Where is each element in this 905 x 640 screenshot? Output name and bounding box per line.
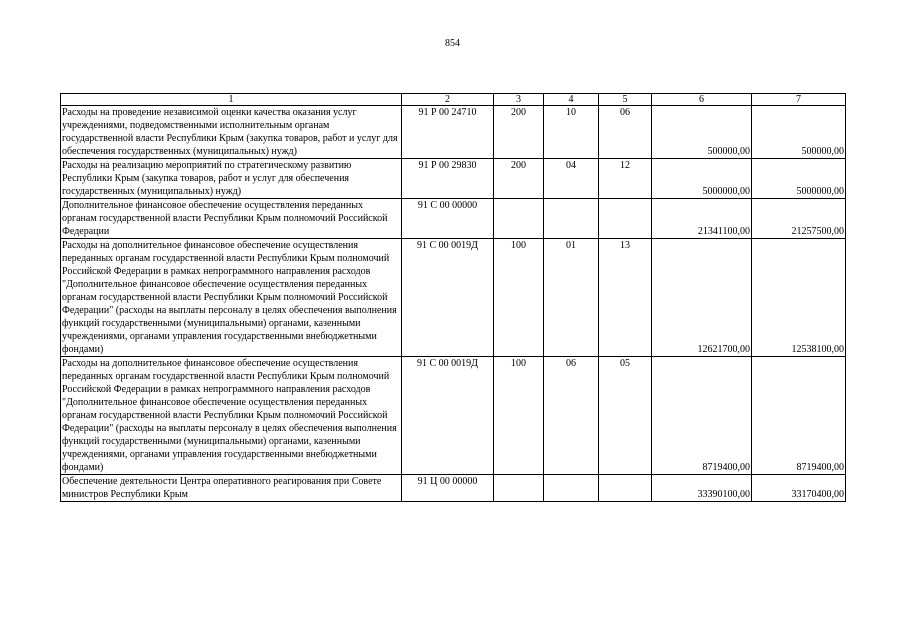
row-expense-type [494,475,544,502]
table-row [61,357,846,475]
table-row [61,239,846,357]
row-section [544,475,599,502]
header-cell-5: 5 [599,94,652,106]
row-subsection: 05 [599,357,652,475]
row-subsection: 13 [599,239,652,357]
row-description: Расходы на дополнительное финансовое обеспечение осуществления переданных органам государственной власти Республики Крым полномочий Российской Федерации в рамках непрограммного направления расходов "Дополнительное финансовое обеспечение осуществления переданных органам государственной власти Республики Крым полномочий Российской Федерации" (расходы на выплаты персоналу в целях обеспечения выполнения функций государственными (муниципальными) органами, казенными учреждениями, органами управления государственными внебюджетными фондами) [61,239,402,357]
row-code: 91 Ц 00 00000 [402,475,494,502]
row-amount-year-2: 8719400,00 [752,357,846,475]
row-expense-type: 200 [494,159,544,199]
row-amount-year-2: 12538100,00 [752,239,846,357]
row-section: 04 [544,159,599,199]
row-description: Расходы на проведение независимой оценки качества оказания услуг учреждениями, подведомственными исполнительным органам государственной власти Республики Крым (закупка товаров, работ и услуг для обеспечения государственных (муниципальных) нужд) [61,106,402,159]
row-code: 91 С 00 00000 [402,199,494,239]
row-amount-year-2: 500000,00 [752,106,846,159]
row-amount-year-2: 21257500,00 [752,199,846,239]
row-code: 91 Р 00 29830 [402,159,494,199]
row-description: Дополнительное финансовое обеспечение осуществления переданных органам государственной власти Республики Крым полномочий Российской Федерации [61,199,402,239]
row-section: 06 [544,357,599,475]
row-amount-year-1: 5000000,00 [652,159,752,199]
row-subsection: 06 [599,106,652,159]
row-expense-type: 200 [494,106,544,159]
row-subsection: 12 [599,159,652,199]
row-code: 91 С 00 0019Д [402,239,494,357]
row-code: 91 С 00 0019Д [402,357,494,475]
header-row [61,94,846,106]
row-amount-year-1: 500000,00 [652,106,752,159]
table-row [61,159,846,199]
header-cell-1: 1 [61,94,402,106]
header-cell-7: 7 [752,94,846,106]
row-amount-year-2: 33170400,00 [752,475,846,502]
table-row [61,199,846,239]
header-cell-2: 2 [402,94,494,106]
row-section: 01 [544,239,599,357]
row-subsection [599,475,652,502]
row-code: 91 Р 00 24710 [402,106,494,159]
row-description: Расходы на дополнительное финансовое обеспечение осуществления переданных органам государственной власти Республики Крым полномочий Российской Федерации в рамках непрограммного направления расходов "Дополнительное финансовое обеспечение осуществления переданных органам государственной власти Республики Крым полномочий Российской Федерации" (расходы на выплаты персоналу в целях обеспечения выполнения функций государственными (муниципальными) органами, казенными учреждениями, органами управления государственными внебюджетными фондами) [61,357,402,475]
row-amount-year-1: 21341100,00 [652,199,752,239]
row-section: 10 [544,106,599,159]
header-cell-3: 3 [494,94,544,106]
header-cell-6: 6 [652,94,752,106]
row-expense-type: 100 [494,239,544,357]
header-cell-4: 4 [544,94,599,106]
table-row [61,106,846,159]
table-row [61,475,846,502]
page-number: 854 [445,38,460,49]
row-description: Обеспечение деятельности Центра оперативного реагирования при Совете министров Республики Крым [61,475,402,502]
row-amount-year-1: 12621700,00 [652,239,752,357]
row-amount-year-2: 5000000,00 [752,159,846,199]
row-subsection [599,199,652,239]
row-expense-type: 100 [494,357,544,475]
row-description: Расходы на реализацию мероприятий по стратегическому развитию Республики Крым (закупка товаров, работ и услуг для обеспечения государственных (муниципальных) нужд) [61,159,402,199]
row-amount-year-1: 8719400,00 [652,357,752,475]
row-section [544,199,599,239]
row-expense-type [494,199,544,239]
row-amount-year-1: 33390100,00 [652,475,752,502]
budget-table [60,93,846,502]
